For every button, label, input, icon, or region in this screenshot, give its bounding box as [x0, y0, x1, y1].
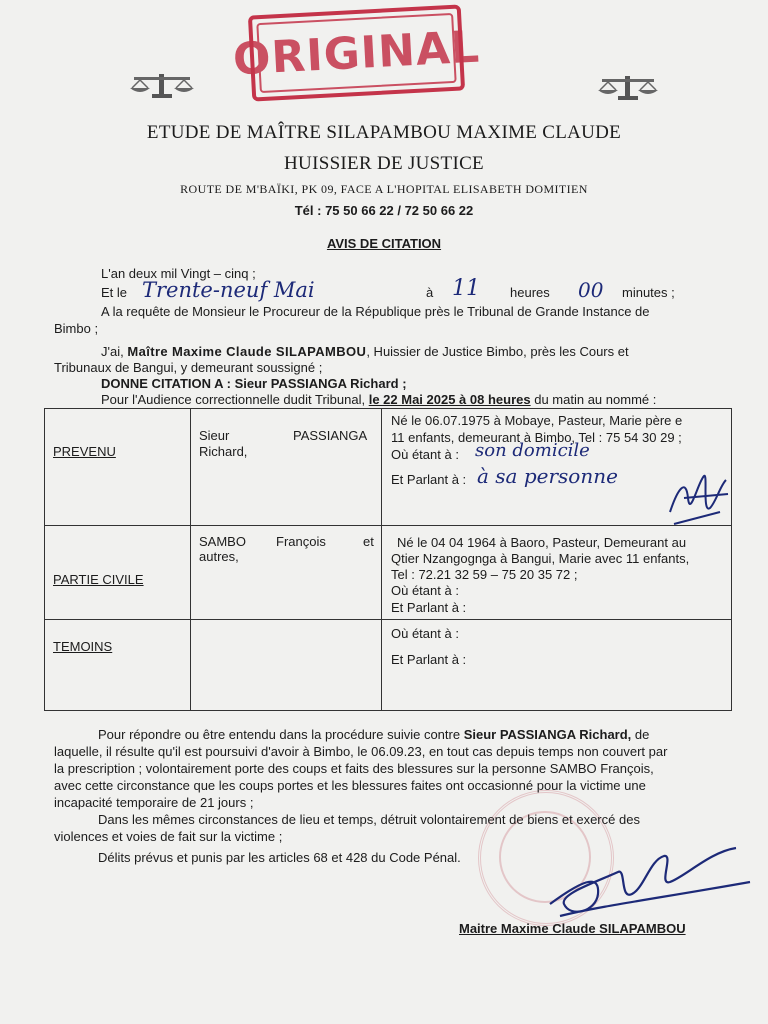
minutes-handwritten: 00: [578, 278, 604, 302]
prevenu-name-2: Richard,: [199, 444, 248, 459]
hours-label: heures: [510, 285, 550, 300]
partie-civile-name-2: autres,: [199, 549, 239, 564]
document-title: AVIS DE CITATION: [326, 236, 442, 251]
jai-name: Maître Maxime Claude SILAPAMBOU: [127, 344, 367, 359]
role-partie-civile: PARTIE CIVILE: [53, 572, 144, 587]
citation-table: [44, 408, 732, 711]
role-temoins: TEMOINS: [53, 639, 113, 654]
scales-of-justice-icon-right: [596, 72, 660, 102]
firm-address: ROUTE DE M'BAÏKI, PK 09, FACE A L'HOPITAL ELISABETH DOMITIEN: [180, 182, 588, 196]
temoins-ou-etant: Où étant à :: [391, 626, 459, 641]
date-handwritten: Trente-neuf Mai: [142, 278, 315, 302]
audience-prefix: Pour l'Audience correctionnelle dudit Tribunal,: [101, 392, 366, 407]
partie-civile-detail-2: Qtier Nzangognga à Bangui, Marie avec 11 enfants,: [391, 551, 690, 566]
partie-civile-name-b: François: [276, 534, 326, 549]
jai-rest: , Huissier de Justice Bimbo, près les Cours et: [366, 344, 629, 359]
prevenu-name-b: PASSIANGA: [293, 428, 368, 443]
body-p1-line2: laquelle, il résulte qu'il est poursuivi d'avoir à Bimbo, le 06.09.23, en tout cas depuis temps non couvert par: [54, 744, 668, 759]
scales-of-justice-icon-left: [126, 70, 198, 100]
role-prevenu: PREVENU: [53, 444, 116, 459]
prevenu-ou-etant-handwritten: son domicile: [475, 440, 590, 461]
minutes-label: minutes ;: [622, 285, 675, 300]
initials-scribble: [664, 468, 736, 532]
body-p1-name: Sieur PASSIANGA Richard,: [463, 727, 632, 742]
body-p1-b: de: [634, 727, 650, 742]
jai-line-2: Tribunaux de Bangui, y demeurant soussigné ;: [54, 360, 323, 375]
partie-civile-detail-1: Né le 04 04 1964 à Baoro, Pasteur, Demeurant au: [397, 535, 687, 550]
audience-suffix: du matin au nommé :: [534, 392, 657, 407]
prevenu-name-a: Sieur: [199, 428, 230, 443]
body-p1-line5: incapacité temporaire de 21 jours ;: [54, 795, 254, 810]
partie-civile-name-a: SAMBO: [199, 534, 246, 549]
firm-subtitle: HUISSIER DE JUSTICE: [284, 153, 484, 174]
jai-prefix: J'ai,: [101, 344, 124, 359]
partie-civile-ou-etant: Où étant à :: [391, 583, 459, 598]
date-prefix: Et le: [101, 285, 128, 300]
hours-handwritten: 11: [452, 276, 480, 301]
partie-civile-parlant: Et Parlant à :: [391, 600, 467, 615]
firm-phone: Tél : 75 50 66 22 / 72 50 66 22: [294, 203, 474, 218]
body-p1-line1: [98, 726, 730, 744]
temoins-parlant: Et Parlant à :: [391, 652, 467, 667]
request-line-1: A la requête de Monsieur le Procureur de la République près le Tribunal de Grande Instance de: [101, 304, 650, 319]
signature-name: Maitre Maxime Claude SILAPAMBOU: [459, 921, 686, 936]
audience-line: [101, 391, 656, 409]
prevenu-parlant: Et Parlant à :: [391, 472, 467, 487]
body-p2-line2: violences et voies de fait sur la victime ;: [54, 829, 283, 844]
original-stamp: [231, 4, 482, 101]
prevenu-parlant-handwritten: à sa personne: [477, 464, 618, 488]
partie-civile-detail-3: Tel : 72.21 32 59 – 75 20 35 72 ;: [391, 567, 578, 582]
audience-date: le 22 Mai 2025 à 08 heures: [368, 392, 531, 407]
prevenu-detail-2: 11 enfants, demeurant à Bimbo, Tel : 75 54 30 29 ;: [391, 430, 682, 445]
prevenu-detail-1: Né le 06.07.1975 à Mobaye, Pasteur, Marie père e: [391, 413, 683, 428]
prevenu-ou-etant: Où étant à :: [391, 447, 459, 462]
partie-civile-name-c: et: [363, 534, 374, 549]
request-line-2: Bimbo ;: [54, 321, 99, 336]
year-line: L'an deux mil Vingt – cinq ;: [101, 266, 256, 281]
body-p1-line4: avec cette circonstance que les coups portes et les blessures faites ont occasionné pour la victime une: [54, 778, 646, 793]
original-stamp-text: ORIGINAL: [256, 13, 456, 93]
firm-title: ETUDE DE MAÎTRE SILAPAMBOU MAXIME CLAUDE: [146, 122, 622, 143]
handwritten-signature: [540, 842, 760, 924]
a-label: à: [426, 285, 434, 300]
body-p2-line1: Dans les mêmes circonstances de lieu et temps, détruit volontairement de biens et exercé des: [98, 812, 640, 827]
donne-citation: DONNE CITATION A : Sieur PASSIANGA Richard ;: [101, 376, 407, 391]
body-p3: Délits prévus et punis par les articles 68 et 428 du Code Pénal.: [98, 850, 461, 865]
body-p1-line3: la prescription ; volontairement porte des coups et faits des blessures sur la personne SAMBO François,: [54, 761, 654, 776]
body-p1-a: Pour répondre ou être entendu dans la procédure suivie contre: [98, 727, 461, 742]
